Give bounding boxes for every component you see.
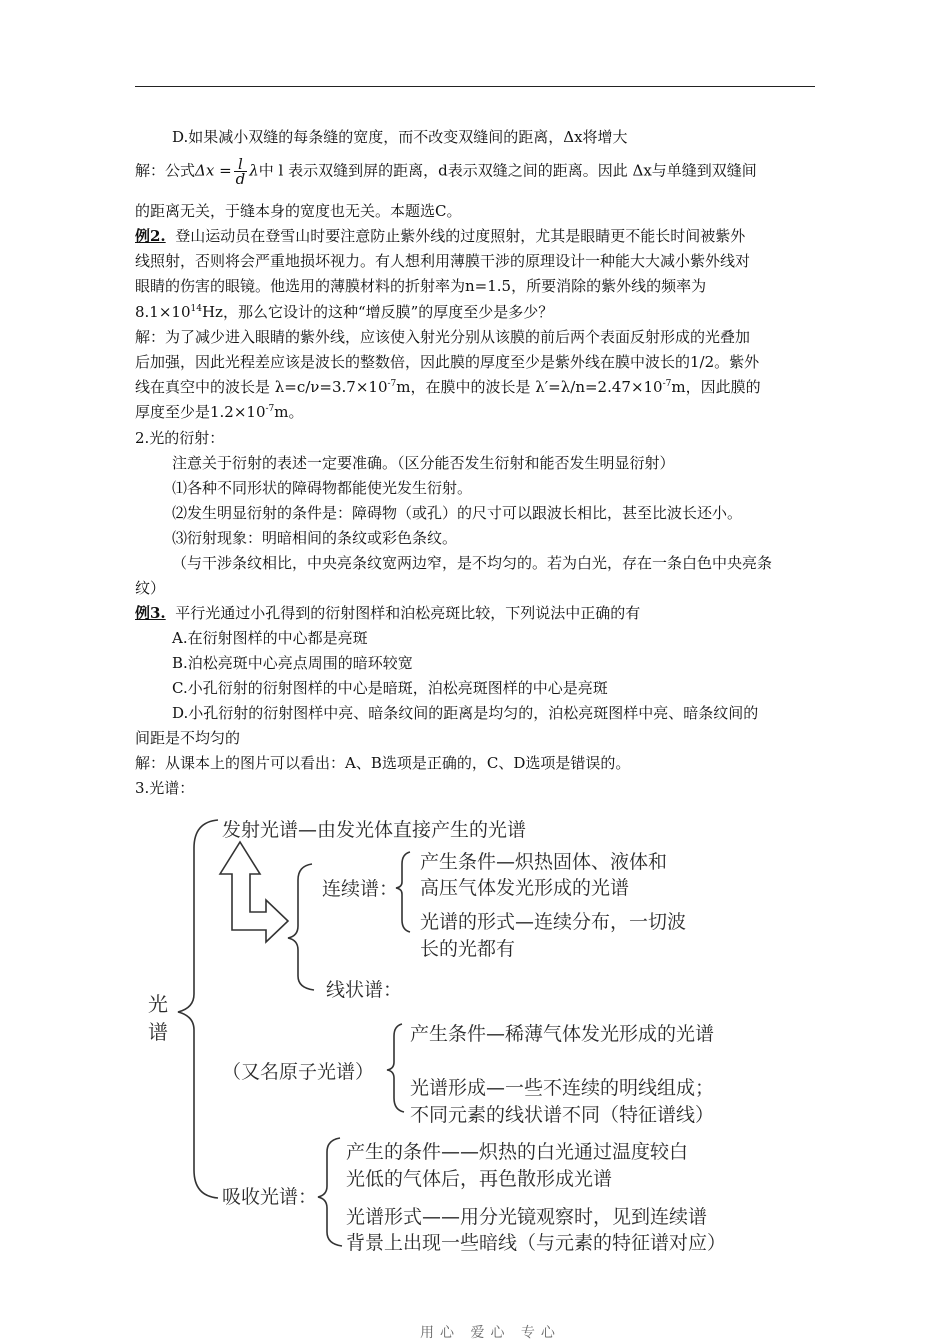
solution-ex2-line3: 线在真空中的波长是 $\lambda=c/\nu=3.7\times 10^{-7}m$，在膜中的波长是 $\lambda'=\lambda/n=2.47\times 10^{-7}m$，因此膜的 — [135, 378, 761, 396]
example2-line1: 例2. 登山运动员在登雪山时要注意防止紫外线的过度照射，尤其是眼睛更不能长时间被紫外 — [135, 227, 746, 245]
example2-line4: $8.1\times 10^{14}Hz$，那么它设计的这种“增反膜”的厚度至少是多少？ — [135, 303, 554, 321]
diffraction-compare-line1: （与干涉条纹相比，中央亮条纹宽两边窄，是不均匀的。若为白光，存在一条白色中央亮条 — [172, 554, 773, 572]
example3-option-a: A.在衍射图样的中心都是亮斑 — [172, 629, 368, 647]
example2-line3: 眼睛的伤害的眼镜。他选用的薄膜材料的折射率为n=1.5，所要消除的紫外线的频率为 — [135, 277, 707, 295]
example2-line2: 线照射，否则将会严重地损坏视力。有人想利用薄膜干涉的原理设计一种能大大减小紫外线对 — [135, 252, 751, 270]
line-condition: 产生条件—稀薄气体发光形成的光谱 — [410, 1023, 715, 1045]
page-footer: 用心 爱心 专心 — [420, 1325, 561, 1341]
line-spectrum-label: 线状谱： — [326, 979, 403, 1001]
line-form-line2: 不同元素的线状谱不同（特征谱线） — [410, 1104, 715, 1126]
example3-question: 例3. 平行光通过小孔得到的衍射图样和泊松亮斑比较，下列说法中正确的有 — [135, 604, 641, 622]
example3-option-d-line2: 间距是不均匀的 — [135, 729, 241, 747]
solution-ex2-line2: 后加强，因此光程差应该是波长的整数倍，因此膜的厚度至少是紫外线在膜中波长的1/2。紫外 — [135, 353, 760, 371]
continuous-form-line1: 光谱的形式—连续分布，一切波 — [420, 911, 687, 933]
solution-ex2-line1: 解：为了减少进入眼睛的紫外线，应该使入射光分别从该膜的前后两个表面反射形成的光叠加 — [135, 328, 751, 346]
solution-ex1-line1: 解：公式Δx = $\frac{l}{d}$ λ中 l 表示双缝到屏的距离，d表示双缝之间的距离。因此 Δx与单缝到双缝间 — [135, 155, 757, 188]
example3-label: 例3. — [135, 604, 166, 622]
solution-ex2-line4: 厚度至少是$1.2\times 10^{-7}m$。 — [135, 403, 304, 421]
emission-spectrum-label: 发射光谱—由发光体直接产生的光谱 — [222, 819, 527, 841]
example3-option-c: C.小孔衍射的衍射图样的中心是暗斑，泊松亮斑图样的中心是亮斑 — [172, 679, 608, 697]
continuous-spectrum-label: 连续谱： — [322, 878, 399, 900]
absorption-condition-line2: 光低的气体后，再色散形成光谱 — [346, 1168, 613, 1190]
diffraction-compare-line2: 纹） — [135, 579, 166, 597]
absorption-form-line2: 背景上出现一些暗线（与元素的特征谱对应） — [346, 1232, 727, 1254]
diffraction-point-1: ⑴各种不同形状的障碍物都能使光发生衍射。 — [172, 479, 473, 497]
absorption-form-line1: 光谱形式——用分光镜观察时，见到连续谱 — [346, 1206, 708, 1228]
spectrum-root-label: 光谱 — [148, 992, 168, 1044]
solution-ex1-line2: 的距离无关，于缝本身的宽度也无关。本题选C。 — [135, 202, 462, 220]
option-d-ex1: D.如果减小双缝的每条缝的宽度，而不改变双缝间的距离，Δx将增大 — [172, 128, 628, 146]
diffraction-point-2: ⑵发生明显衍射的条件是：障碍物（或孔）的尺寸可以跟波长相比，甚至比波长还小。 — [172, 504, 743, 522]
absorption-condition-line1: 产生的条件——炽热的白光通过温度较白 — [346, 1141, 689, 1163]
line-form-line1: 光谱形成—一些不连续的明线组成； — [410, 1077, 715, 1099]
section-diffraction-title: 2.光的衍射： — [135, 429, 225, 447]
example3-option-b: B.泊松亮斑中心亮点周围的暗环较宽 — [172, 654, 413, 672]
example3-option-d-line1: D.小孔衍射的衍射图样中亮、暗条纹间的距离是均匀的，泊松亮斑图样中亮、暗条纹间的 — [172, 704, 759, 722]
atomic-spectrum-alias: （又名原子光谱） — [222, 1061, 375, 1083]
continuous-condition-line1: 产生条件—炽热固体、液体和 — [420, 851, 668, 873]
example2-label: 例2. — [135, 227, 166, 245]
section-spectrum-title: 3.光谱： — [135, 779, 195, 797]
absorption-spectrum-label: 吸收光谱： — [222, 1186, 318, 1208]
solution-ex3: 解：从课本上的图片可以看出：A、B选项是正确的，C、D选项是错误的。 — [135, 754, 631, 772]
continuous-form-line2: 长的光都有 — [420, 938, 516, 960]
diffraction-point-3: ⑶衍射现象：明暗相间的条纹或彩色条纹。 — [172, 529, 458, 547]
diffraction-note: 注意关于衍射的表述一定要准确。（区分能否发生衍射和能否发生明显衍射） — [172, 454, 675, 472]
continuous-condition-line2: 高压气体发光形成的光谱 — [420, 877, 630, 899]
fraction-l-over-d: $\frac{l}{d}$ — [235, 155, 246, 188]
